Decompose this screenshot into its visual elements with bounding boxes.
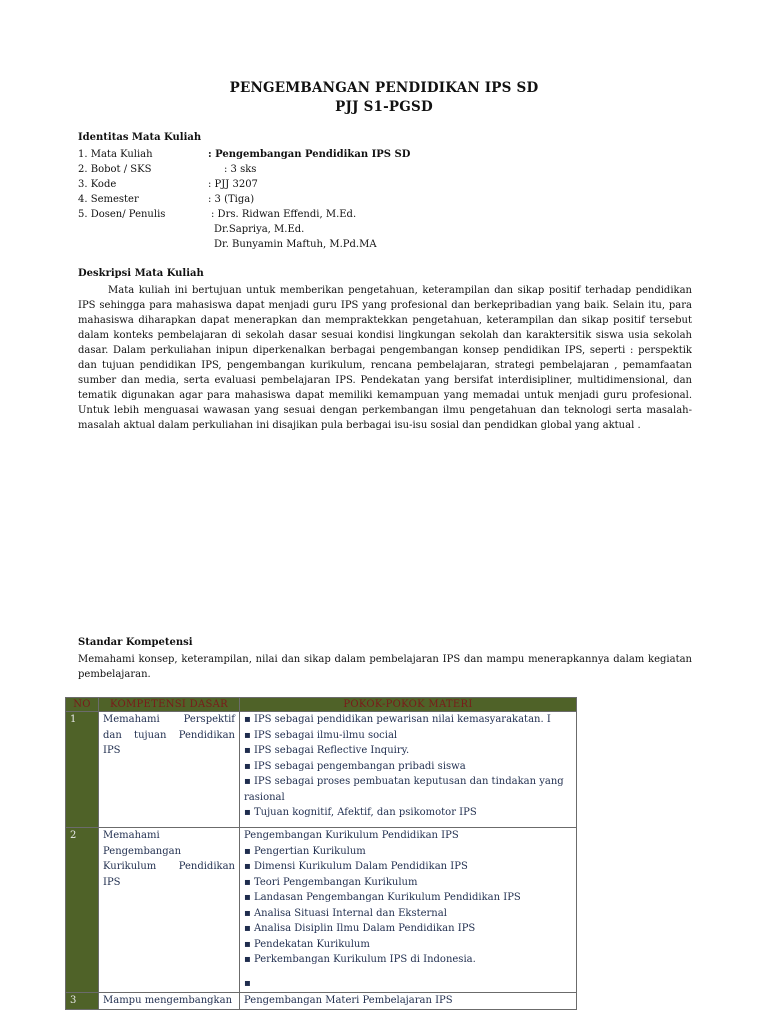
table-row	[66, 828, 577, 993]
materi-intro: Pengembangan Materi Pembelajaran IPS	[240, 993, 577, 1010]
kompetensi-cell	[99, 712, 240, 828]
identitas-label: 2. Bobot / SKS	[78, 164, 152, 175]
author-name: Dr. Bunyamin Maftuh, M.Pd.MA	[214, 239, 377, 250]
identitas-value: : Pengembangan Pendidikan IPS SD	[208, 149, 411, 160]
header-no: NO	[66, 698, 99, 712]
materi-item: ▪ IPS sebagai pengembangan pribadi siswa	[244, 760, 466, 772]
identitas-label: 1. Mata Kuliah	[78, 149, 153, 160]
kompetensi-text: Mampu mengembangkan	[99, 993, 240, 1010]
identitas-label: 4. Semester	[78, 194, 139, 205]
materi-item: ▪ Pengertian Kurikulum	[244, 845, 366, 857]
kompetensi-cell	[99, 828, 240, 993]
identitas-heading: Identitas Mata Kuliah	[78, 132, 202, 143]
materi-item: ▪ Analisa Situasi Internal dan Eksternal	[244, 907, 447, 919]
row-number: 3	[66, 993, 99, 1010]
row-number: 1	[66, 712, 99, 828]
materi-item: ▪ Perkembangan Kurikulum IPS di Indonesia.	[244, 954, 476, 965]
identitas-value: : PJJ 3207	[208, 179, 258, 190]
materi-item: ▪ IPS sebagai pendidikan pewarisan nilai kemasyarakatan. I	[244, 714, 551, 725]
table-header-row	[66, 698, 577, 712]
kompetensi-text: Memahami Perspektif dan tujuan Pendidikan IPS	[103, 714, 235, 756]
standar-paragraph: Memahami konsep, keterampilan, nilai dan sikap dalam pembelajaran IPS dan mampu menerapkannya dalam kegiatan pembelajaran.	[78, 654, 692, 680]
deskripsi-heading: Deskripsi Mata Kuliah	[78, 268, 204, 279]
materi-item: ▪ IPS sebagai Reflective Inquiry.	[244, 745, 410, 756]
identitas-label: 3. Kode	[78, 179, 117, 190]
materi-item: ▪ Landasan Pengembangan Kurikulum Pendidikan IPS	[244, 892, 521, 903]
competency-table	[65, 697, 577, 1010]
deskripsi-paragraph: Mata kuliah ini bertujuan untuk memberikan pengetahuan, keterampilan dan sikap positif terhadap pendidikan IPS sehingga para mahasiswa dapat menjadi guru IPS yang profesional dan berkepribadian yang baik. Selain itu, para mahasiswa diharapkan dapat menerapkan dan mempraktekkan pengetahuan, keterampilan dan sikap positif tersebut dalam konteks pembelajaran di sekolah dasar sesuai kondisi lingkungan sekolah dan karaktersitik siswa usia sekolah dasar. Dalam perkuliahan inipun diperkenalkan berbagai pengembangan konsep pendidikan IPS, seperti : perspektik dan tujuan pendidikan IPS, pengembangan kurikulum, rencana pembelajaran, strategi pembelajaran , pemamfaatan sumber dan media, serta evaluasi pembelajaran IPS. Pendekatan yang bersifat interdisipliner, multidimensional, dan tematik digunakan agar para mahasiswa dapat memiliki kemampuan yang memadai untuk menjadi guru profesional. Untuk lebih menguasai wawasan yang sesuai dengan perkembangan ilmu pengetahuan dan teknologi serta masalah-masalah aktual dalam perkuliahan ini disajikan pula berbagai isu-isu sosial dan pendidkan global yang aktual .	[78, 285, 692, 431]
standar-heading: Standar Kompetensi	[78, 637, 193, 648]
document-subtitle: PJJ S1-PGSD	[335, 99, 433, 115]
identitas-value: : 3 (Tiga)	[208, 194, 255, 205]
identitas-value: : 3 sks	[224, 164, 257, 175]
author-name: Dr.Sapriya, M.Ed.	[214, 224, 305, 235]
document-title: PENGEMBANGAN PENDIDIKAN IPS SD	[229, 80, 539, 96]
header-pokok-materi: POKOK-POKOK MATERI	[240, 698, 577, 712]
materi-item: ▪ Dimensi Kurikulum Dalam Pendidikan IPS	[244, 861, 468, 872]
identitas-value: : Drs. Ridwan Effendi, M.Ed.	[211, 209, 357, 220]
header-kompetensi: KOMPETENSI DASAR	[99, 698, 240, 712]
materi-item: ▪ IPS sebagai proses pembuatan keputusan dan tindakan yang rasional	[244, 776, 564, 803]
materi-cell	[240, 828, 577, 993]
materi-item: ▪ Analisa Disiplin Ilmu Dalam Pendidikan IPS	[244, 923, 476, 934]
materi-item: ▪ IPS sebagai ilmu-ilmu social	[244, 729, 398, 741]
table-row	[66, 993, 577, 1010]
materi-intro: Pengembangan Kurikulum Pendidikan IPS	[244, 830, 459, 841]
kompetensi-text: Memahami Pengembangan Kurikulum Pendidikan IPS	[103, 830, 235, 888]
materi-cell	[240, 712, 577, 828]
materi-item: ▪ Tujuan kognitif, Afektif, dan psikomotor IPS	[244, 807, 477, 818]
materi-item: ▪	[244, 977, 251, 989]
table-row	[66, 712, 577, 828]
identitas-label: 5. Dosen/ Penulis	[78, 209, 166, 220]
materi-item: ▪ Teori Pengembangan Kurikulum	[244, 876, 418, 888]
materi-item: ▪ Pendekatan Kurikulum	[244, 938, 370, 950]
row-number: 2	[66, 828, 99, 993]
